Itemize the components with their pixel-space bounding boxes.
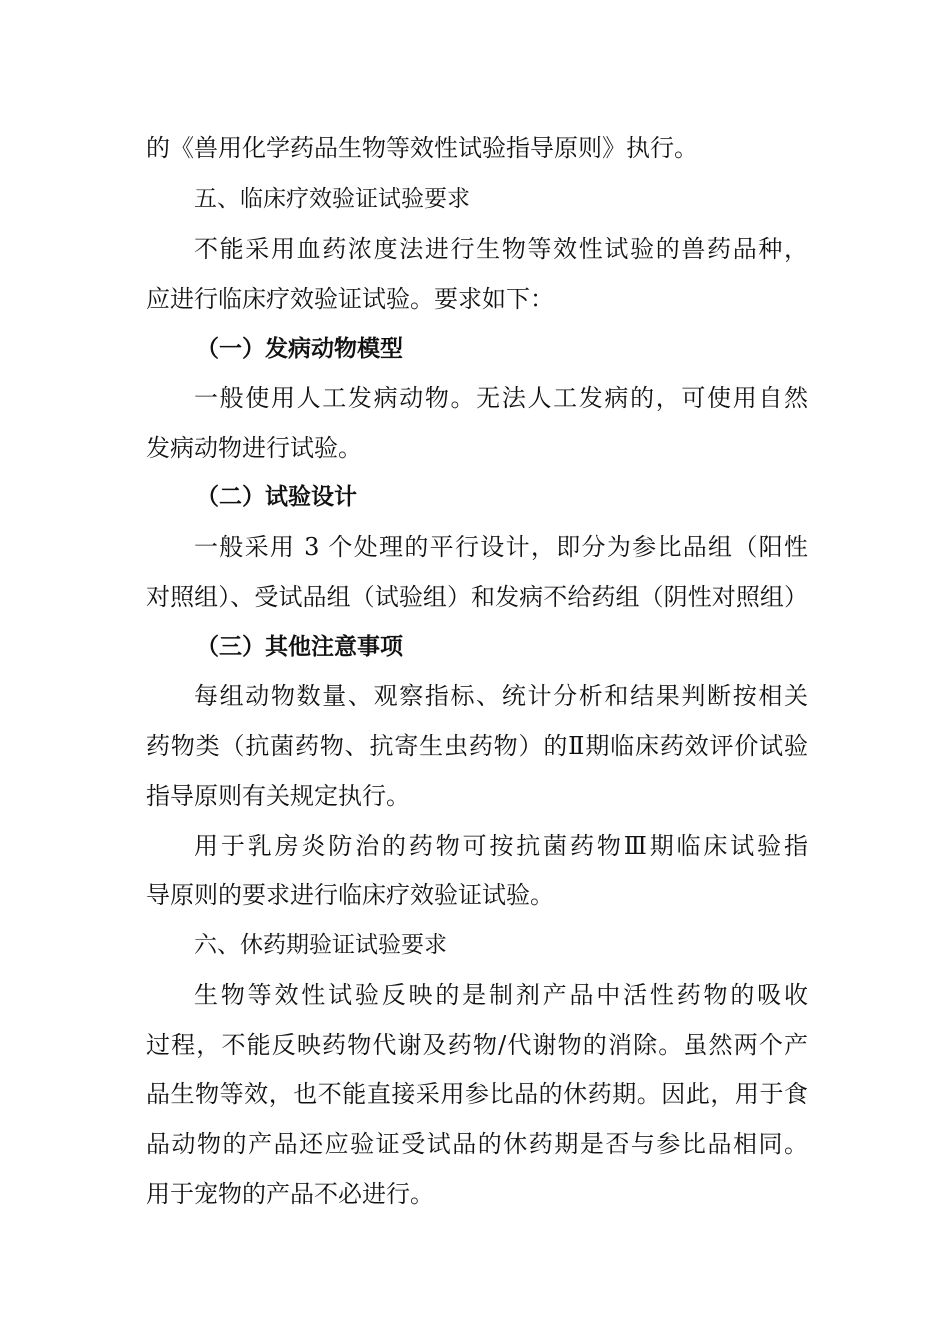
subheading-2: （二）试验设计: [196, 484, 357, 510]
paragraph-line: 应进行临床疗效验证试验。要求如下：: [146, 285, 554, 313]
paragraph-line: 过程，不能反映药物代谢及药物/代谢物的消除。虽然两个产: [146, 1031, 808, 1059]
paragraph-line: 药物类（抗菌药物、抗寄生虫药物）的Ⅱ期临床药效评价试验: [146, 732, 808, 760]
paragraph-line: 对照组）、受试品组（试验组）和发病不给药组（阴性对照组）: [146, 583, 808, 611]
paragraph-line: 一般使用人工发病动物。无法人工发病的，可使用自然: [194, 384, 808, 412]
paragraph-line: 品动物的产品还应验证受试品的休药期是否与参比品相同。: [146, 1130, 808, 1158]
paragraph-line: 生物等效性试验反映的是制剂产品中活性药物的吸收: [194, 981, 808, 1009]
paragraph-line: 发病动物进行试验。: [146, 434, 362, 462]
paragraph-line: 用于宠物的产品不必进行。: [146, 1180, 434, 1208]
section-heading-6: 六、休药期验证试验要求: [194, 932, 447, 958]
paragraph-line: 用于乳房炎防治的药物可按抗菌药物Ⅲ期临床试验指: [194, 832, 808, 860]
paragraph-line: 的《兽用化学药品生物等效性试验指导原则》执行。: [146, 134, 698, 162]
subheading-1: （一）发病动物模型: [196, 336, 403, 362]
paragraph-line: 不能采用血药浓度法进行生物等效性试验的兽药品种，: [194, 235, 808, 263]
paragraph-line: 品生物等效，也不能直接采用参比品的休药期。因此，用于食: [146, 1080, 808, 1108]
paragraph-line: 指导原则有关规定执行。: [146, 782, 410, 810]
paragraph-line: 一般采用 3 个处理的平行设计，即分为参比品组（阳性: [194, 533, 808, 561]
paragraph-line: 导原则的要求进行临床疗效验证试验。: [146, 881, 554, 909]
section-heading-5: 五、临床疗效验证试验要求: [194, 186, 470, 212]
subheading-3: （三）其他注意事项: [196, 634, 403, 660]
paragraph-line: 每组动物数量、观察指标、统计分析和结果判断按相关: [194, 682, 808, 710]
